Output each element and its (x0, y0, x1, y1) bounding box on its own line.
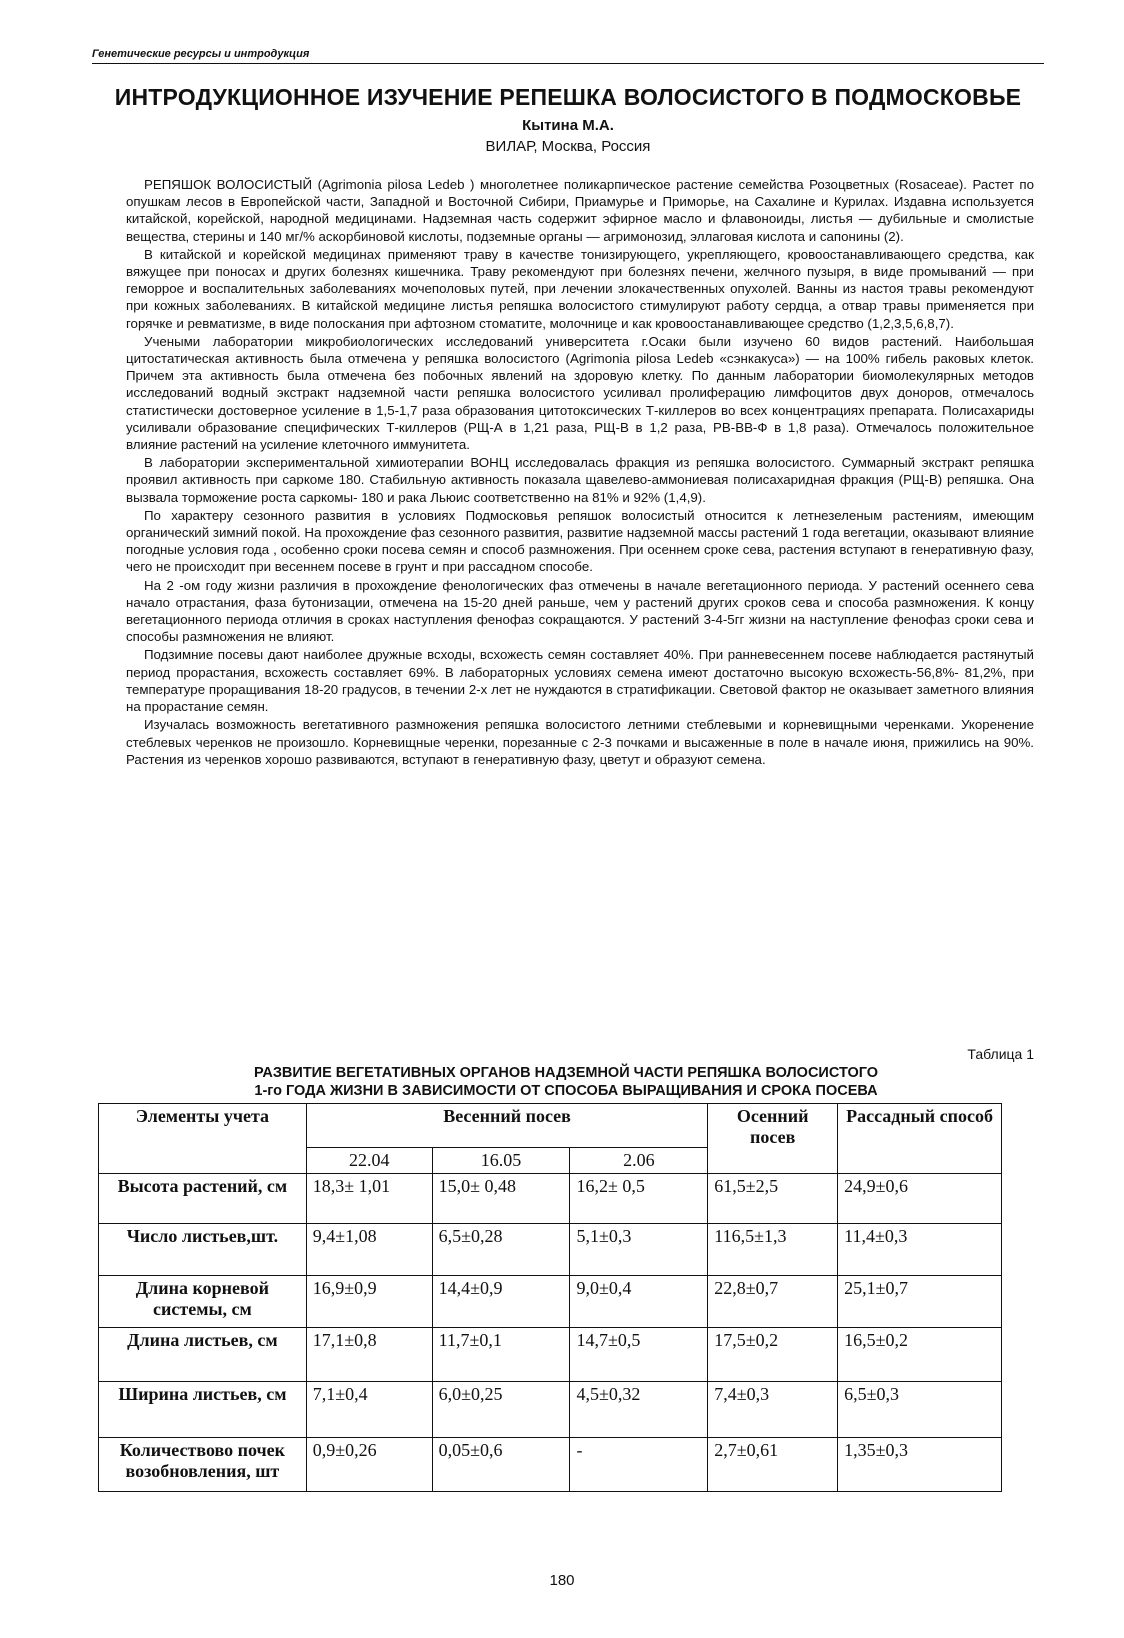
table-row (99, 1382, 1002, 1438)
paragraph: Подзимние посевы дают наиболее дружные всходы, всхожесть семян составляет 40%. При ранневесеннем посеве наблюдается растянутый период прорастания, всхожесть составляет 69%. В лабораторных условиях семена имеют достаточно высокую всхожесть-56,8%- 81,2%, при температуре проращивания 18-20 градусов, в течении 2-х лет не нуждаются в стратификации. Световой фактор не оказывает заметного влияния на прорастание семян. (126, 647, 1034, 715)
row-label: Число листьев,шт. (99, 1224, 307, 1276)
table-cell: 0,05±0,6 (432, 1438, 570, 1492)
header-elements: Элементы учета (99, 1104, 307, 1174)
header-date: 16.05 (432, 1148, 570, 1174)
paragraph: По характеру сезонного развития в условиях Подмосковья репяшок волосистый относится к летнезеленым растениям, имеющим органический зимний покой. На прохождение фаз сезонного развития, развитие надземной массы растений 1 года вегетации, оказывают влияние погодные условия года , особенно сроки посева семян и способ размножения. При осеннем сроке сева, растения вступают в генеративную фазу, чего не происходит при весеннем посеве в грунт и при рассадном способе. (126, 507, 1034, 575)
table-label: Таблица 1 (967, 1046, 1034, 1062)
table-title-line: 1-го ГОДА ЖИЗНИ В ЗАВИСИМОСТИ ОТ СПОСОБА ВЫРАЩИВАНИЯ И СРОКА ПОСЕВА (254, 1083, 878, 1099)
paragraph: На 2 -ом году жизни различия в прохождение фенологических фаз отмечены в начале вегетационного периода. У растений осеннего сева начало отрастания, фаза бутонизации, отмечена на 15-20 дней раньше, чем у растений других сроков сева и способа размножения. К концу вегетационного периода отличия в сроках наступления фенофаз сокращаются. У растений 3-4-5гг жизни на наступление фенофаз сроки сева и способы размножения не влияют. (126, 577, 1034, 645)
table-cell: 24,9±0,6 (838, 1174, 1002, 1224)
row-label: Длина корневой системы, см (99, 1276, 307, 1328)
table-row (99, 1276, 1002, 1328)
paragraph: В лаборатории экспериментальной химиотерапии ВОНЦ исследовалась фракция из репяшка волосистого. Суммарный экстракт репяшка проявил активность при саркоме 180. Стабильную активность показала щавелево-аммониевая полисахаридная фракция (РЩ-В) репяшка. Она вызвала торможение роста саркомы- 180 и рака Льюис соответственно на 81% и 92% (1,4,9). (126, 455, 1034, 505)
table-cell: 6,0±0,25 (432, 1382, 570, 1438)
paragraph: В китайской и корейской медицинах применяют траву в качестве тонизирующего, укрепляющего, кровоостанавливающего средства, как вяжущее при поносах и других болезнях кишечника. Траву рекомендуют при болезнях печени, желчного пузыря, в виде промываний — при геморрое и воспалительных заболеваниях мочеполовых путей, при лечении злокачественных опухолей. Ванны из настоя травы рекомендуют при кожных заболеваниях. В китайской медицине листья репяшка волосистого стимулируют работу сердца, а отвар травы применяется при горячке и ревматизме, в виде полоскания при афтозном стоматите, молочнице и как кровоостанавливающее средство (1,2,3,5,6,8,7). (126, 246, 1034, 331)
paragraph: Учеными лаборатории микробиологических исследований университета г.Осаки были изучено 60 видов растений. Наибольшая цитостатическая активность была отмечена у репяшка волосистого (Agrimonia pilosa Ledeb «сэнкакуса») — на 100% гибель раковых клеток. Причем эта активность была отмечена без побочных явлений на здоровую клетку. По данным лаборатории биомолекулярных методов исследований водный экстракт надземной части репяшка волосистого усиливал пролиферацию лимфоцитов двух доноров, отмечалось статистически достоверное усиление в 1,5-1,7 раза образования цитотоксических Т-киллеров во всех концентрациях препарата. Полисахариды усиливали образование специфических Т-киллеров (РЩ-А в 1,21 раза, РЩ-В в 1,2 раза, РВ-ВВ-Ф в 1,8 раза). Отмечалось положительное влияние растений на усиление клеточного иммунитета. (126, 333, 1034, 453)
article-title: ИНТРОДУКЦИОННОЕ ИЗУЧЕНИЕ РЕПЕШКА ВОЛОСИСТОГО В ПОДМОСКОВЬЕ (114, 84, 1022, 110)
table-title-line: РАЗВИТИЕ ВЕГЕТАТИВНЫХ ОРГАНОВ НАДЗЕМНОЙ ЧАСТИ РЕПЯШКА ВОЛОСИСТОГО (253, 1065, 879, 1081)
table-cell: 9,4±1,08 (306, 1224, 432, 1276)
table-cell: 14,7±0,5 (570, 1328, 708, 1382)
table-cell: 17,5±0,2 (708, 1328, 838, 1382)
header-date: 2.06 (570, 1148, 708, 1174)
header-autumn: Осенний посев (708, 1104, 838, 1174)
table-cell: 7,4±0,3 (708, 1382, 838, 1438)
table-cell: 11,4±0,3 (838, 1224, 1002, 1276)
table-cell: 4,5±0,32 (570, 1382, 708, 1438)
row-label: Ширина листьев, см (99, 1382, 307, 1438)
page-number: 180 (549, 1572, 575, 1589)
table-cell: 16,2± 0,5 (570, 1174, 708, 1224)
table-cell: 9,0±0,4 (570, 1276, 708, 1328)
row-label: Высота растений, см (99, 1174, 307, 1224)
table-row (99, 1328, 1002, 1382)
running-head: Генетические ресурсы и интродукция (92, 48, 1044, 64)
table-cell: 6,5±0,28 (432, 1224, 570, 1276)
table-cell: 16,5±0,2 (838, 1328, 1002, 1382)
row-label: Длина листьев, см (99, 1328, 307, 1382)
table-cell: 15,0± 0,48 (432, 1174, 570, 1224)
header-date: 22.04 (306, 1148, 432, 1174)
table-cell: 17,1±0,8 (306, 1328, 432, 1382)
affiliation: ВИЛАР, Москва, Россия (485, 138, 651, 155)
paragraph: Изучалась возможность вегетативного размножения репяшка волосистого летними стеблевыми и корневищными черенками. Укоренение стеблевых черенков не произошло. Корневищные черенки, порезанные с 2-3 почками и высаженные в поле в начале июня, прижились на 90%. Растения из черенков хорошо развиваются, вступают в генеративную фазу, цветут и образуют семена. (126, 717, 1034, 767)
table-cell: 116,5±1,3 (708, 1224, 838, 1276)
table-cell: - (570, 1438, 708, 1492)
table-title (126, 1064, 1006, 1100)
table-cell: 0,9±0,26 (306, 1438, 432, 1492)
row-label: Количествово почек возобновления, шт (99, 1438, 307, 1492)
table-cell: 16,9±0,9 (306, 1276, 432, 1328)
table-row (99, 1174, 1002, 1224)
table-cell: 11,7±0,1 (432, 1328, 570, 1382)
table-cell: 18,3± 1,01 (306, 1174, 432, 1224)
header-seedling: Рассадный способ (838, 1104, 1002, 1174)
article-body (126, 176, 1034, 769)
table-cell: 14,4±0,9 (432, 1276, 570, 1328)
table-cell: 2,7±0,61 (708, 1438, 838, 1492)
table-cell: 61,5±2,5 (708, 1174, 838, 1224)
table-cell: 6,5±0,3 (838, 1382, 1002, 1438)
paragraph: РЕПЯШОК ВОЛОСИСТЫЙ (Agrimonia pilosa Ledeb ) многолетнее поликарпическое растение семейства Розоцветных (Rosaceae). Растет по опушкам лесов в Европейской части, Западной и Восточной Сибири, Приамурье и Приморье, на Сахалине и Курилах. Издавна используется китайской, корейской, народной медицинами. Надземная часть содержит эфирное масло и флавоноиды, листья — дубильные и смолистые вещества, стерины и 140 мг/% аскорбиновой кислоты, подземные органы — агримонозид, эллаговая кислота и сапонины (2). (126, 177, 1034, 244)
author: Кытина М.А. (522, 117, 614, 134)
table-cell: 25,1±0,7 (838, 1276, 1002, 1328)
table-cell: 7,1±0,4 (306, 1382, 432, 1438)
table-cell: 5,1±0,3 (570, 1224, 708, 1276)
header-spring: Весенний посев (306, 1104, 707, 1148)
table-row (99, 1224, 1002, 1276)
table-cell: 1,35±0,3 (838, 1438, 1002, 1492)
data-table (98, 1103, 1002, 1492)
table-cell: 22,8±0,7 (708, 1276, 838, 1328)
table-row (99, 1438, 1002, 1492)
